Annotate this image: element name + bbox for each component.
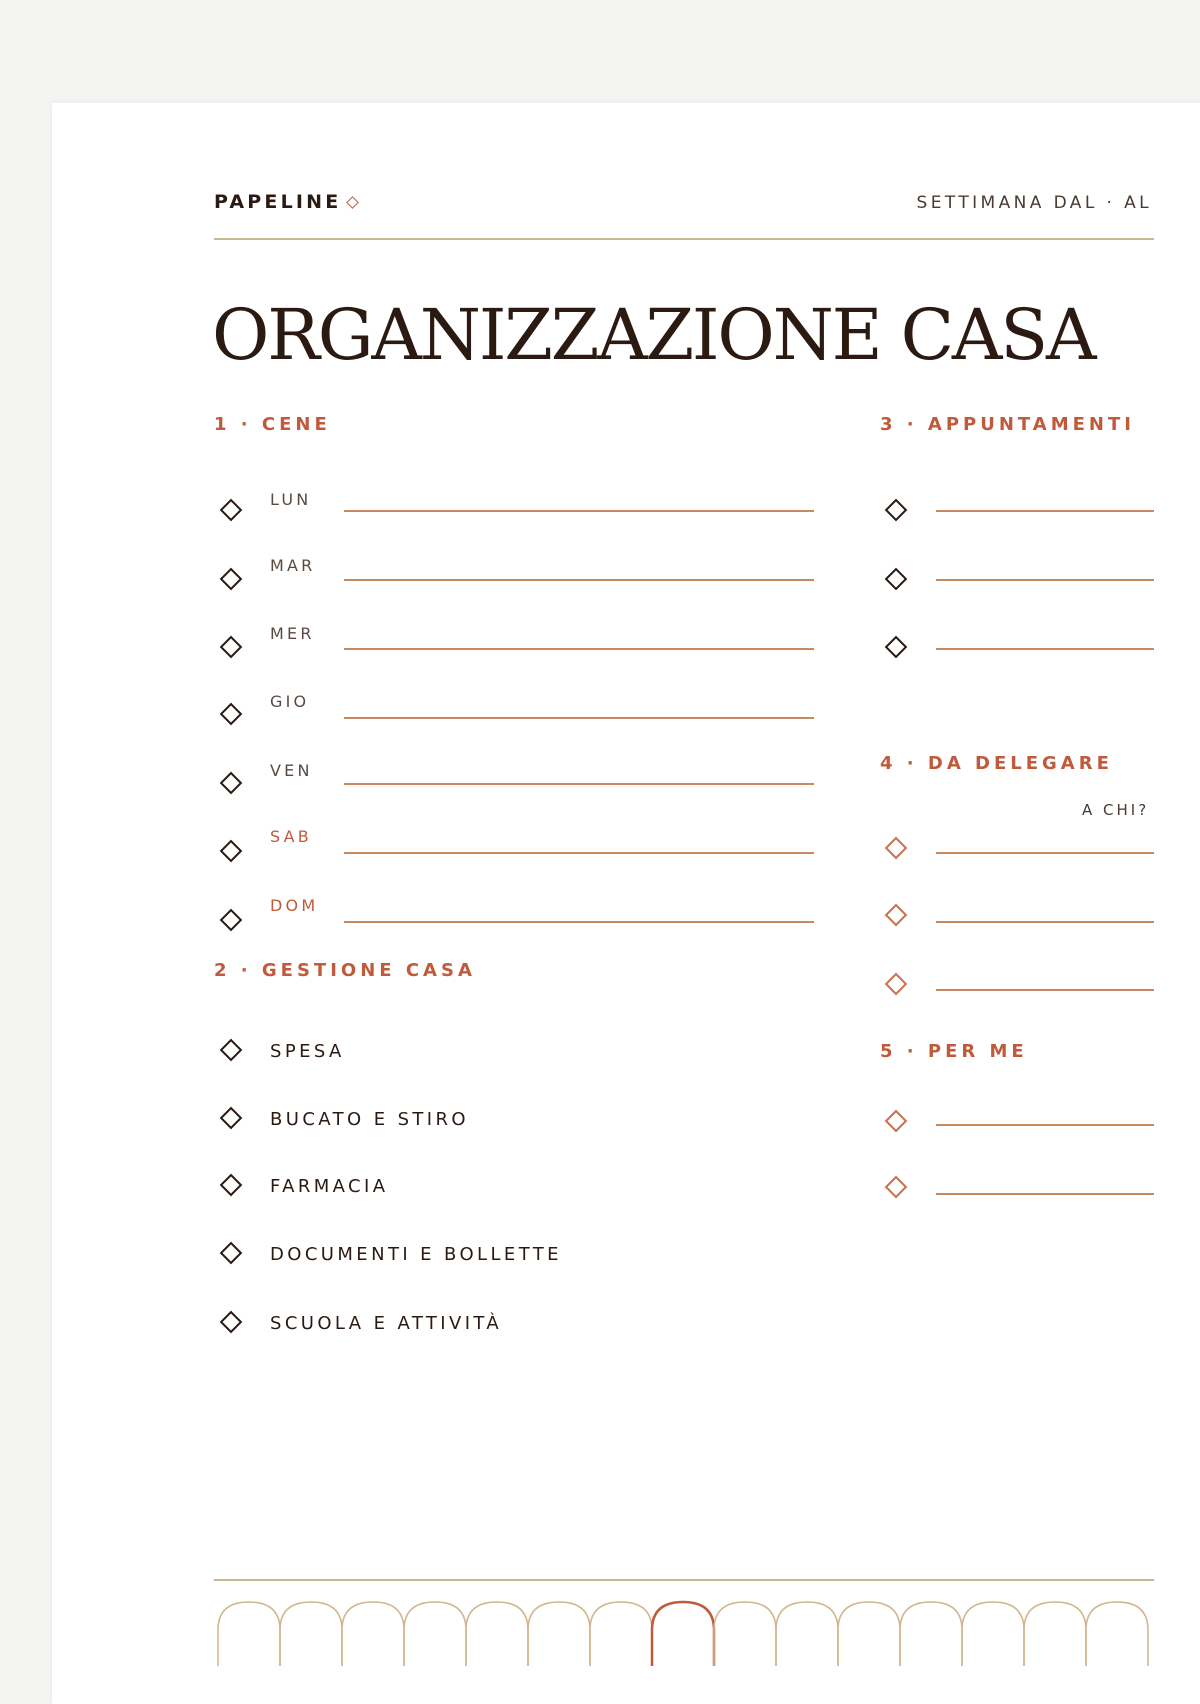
arch [962,1602,1024,1666]
arch [590,1602,652,1666]
arch [1024,1602,1086,1666]
arch [280,1602,342,1666]
write-line-lun[interactable] [344,510,814,512]
a-chi-label: A CHI? [1082,801,1150,819]
day-label: LUN [270,490,312,509]
arch [776,1602,838,1666]
section-title-gestione-casa: 2 · GESTIONE CASA [214,960,476,981]
task-label: BUCATO E STIRO [270,1109,469,1130]
arch [838,1602,900,1666]
write-line-appuntamento[interactable] [936,648,1154,650]
write-line-per-me[interactable] [936,1124,1154,1126]
arch-highlighted [652,1602,714,1666]
arch [714,1602,776,1666]
write-line-per-me[interactable] [936,1193,1154,1195]
arch [218,1602,280,1666]
page-title: ORGANIZZAZIONE CASA [212,294,1095,376]
day-label: VEN [270,761,313,780]
day-label-weekend: SAB [270,827,312,846]
arch [900,1602,962,1666]
write-line-sab[interactable] [344,852,814,854]
task-label: DOCUMENTI E BOLLETTE [270,1244,562,1265]
brand-name: PAPELINE [214,191,342,213]
write-line-delegare[interactable] [936,989,1154,991]
task-label: SPESA [270,1041,345,1062]
write-line-gio[interactable] [344,717,814,719]
arch [1086,1602,1148,1666]
task-label: FARMACIA [270,1176,389,1197]
arch [528,1602,590,1666]
arch [466,1602,528,1666]
week-range-label: SETTIMANA DAL · AL [916,193,1152,213]
section-title-cene: 1 · CENE [214,414,331,435]
write-line-ven[interactable] [344,783,814,785]
header-divider [214,238,1154,240]
write-line-appuntamento[interactable] [936,510,1154,512]
section-title-da-delegare: 4 · DA DELEGARE [880,753,1113,774]
day-label: MER [270,624,315,643]
write-line-mer[interactable] [344,648,814,650]
write-line-appuntamento[interactable] [936,579,1154,581]
arch-group [218,1602,1148,1666]
footer-divider [214,1579,1154,1581]
day-label: GIO [270,692,310,711]
write-line-delegare[interactable] [936,921,1154,923]
write-line-mar[interactable] [344,579,814,581]
arch [404,1602,466,1666]
write-line-dom[interactable] [344,921,814,923]
day-label: MAR [270,556,316,575]
arch [342,1602,404,1666]
section-title-appuntamenti: 3 · APPUNTAMENTI [880,414,1135,435]
task-label: SCUOLA E ATTIVITÀ [270,1313,503,1334]
footer-arches-decoration [214,1594,1158,1670]
section-title-per-me: 5 · PER ME [880,1041,1028,1062]
write-line-delegare[interactable] [936,852,1154,854]
day-label-weekend: DOM [270,896,319,915]
